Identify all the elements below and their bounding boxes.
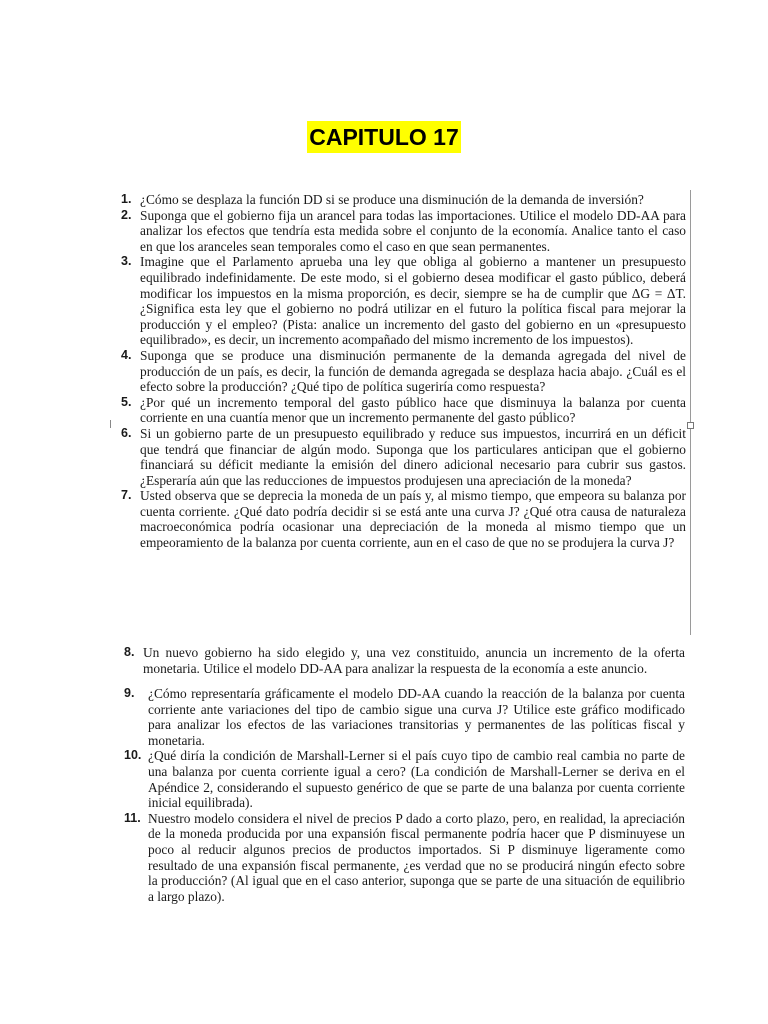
page-title: CAPITULO 17: [307, 121, 461, 153]
question-text: Suponga que el gobierno fija un arancel para todas las importaciones. Utilice el modelo DD-AA para analizar los efectos que tendría esta medida sobre el conjunto de la economía. Analice tanto el caso en que los aranceles sean temporales como el caso en que sean permanentes.: [140, 207, 686, 254]
question-text: Usted observa que se deprecia la moneda de un país y, al mismo tiempo, que empeora su balanza por cuenta corriente. ¿Qué dato podría decidir si se está ante una curva J? ¿Qué otra causa de naturaleza macroeconómica podría ocasionar una depreciación de la moneda al mismo tiempo que un empeoramiento de la balanza por cuenta corriente, aun en el caso de que no se produjera la curva J?: [140, 488, 686, 551]
question-4: [121, 348, 686, 395]
question-number: 10.: [124, 748, 142, 763]
question-5: [121, 395, 686, 426]
question-text: ¿Por qué un incremento temporal del gasto público hace que disminuya la balanza por cuenta corriente en una cuantía menor que un incremento permanente del gasto público?: [140, 394, 686, 426]
question-number: 11.: [124, 810, 141, 825]
question-number: 7.: [121, 488, 132, 503]
question-list: [121, 192, 686, 551]
question-number: 4.: [121, 347, 132, 362]
question-7: [121, 488, 686, 550]
question-6: [121, 426, 686, 488]
question-number: 5.: [121, 394, 132, 409]
question-11: [124, 811, 685, 905]
question-number: 8.: [124, 645, 135, 659]
question-text: Imagine que el Parlamento aprueba una ley que obliga al gobierno a mantener un presupuesto equilibrado indefinidamente. De este modo, si el gobierno desea modificar el gasto público, deberá modificar los impuestos en la misma proporción, es decir, siempre se ha de cumplir que ΔG = ΔT. ¿Significa esta ley que el gobierno no podrá utilizar en el futuro la política fiscal para mejorar la producción y el empleo? (Pista: analice un incremento del gasto del gobierno en un «presupuesto equilibrado», es decir, un incremento acompañado del mismo incremento de los impuestos).: [140, 254, 686, 348]
question-list-9-11: [124, 686, 685, 904]
left-edge-tick: [110, 420, 111, 428]
question-text: Nuestro modelo considera el nivel de precios P dado a corto plazo, pero, en realidad, la apreciación de la moneda producida por una expansión fiscal permanente podría hacer que P disminuyese un poco al reducir algunos precios de productos importados. Si P disminuye ligeramente como resultado de una expansión fiscal permanente, ¿es verdad que no se producirá ningún efecto sobre la producción? (Al igual que en el caso anterior, suponga que se parte de una situación de equilibrio a largo plazo).: [148, 810, 685, 904]
question-text: Suponga que se produce una disminución permanente de la demanda agregada del nivel de producción de un país, es decir, la función de demanda agregada se desplaza hacia abajo. ¿Cuál es el efecto sobre la producción? ¿Qué tipo de política sugeriría como respuesta?: [140, 347, 686, 395]
question-list-8: [124, 645, 685, 676]
question-2: [121, 208, 686, 255]
question-number: 1.: [121, 192, 132, 206]
question-1: [121, 192, 686, 208]
question-8: [124, 645, 685, 676]
question-number: 9.: [124, 686, 135, 700]
question-text: Un nuevo gobierno ha sido elegido y, una vez constituido, anuncia un incremento de la oferta monetaria. Utilice el modelo DD-AA para analizar la respuesta de la economía a este anuncio.: [143, 645, 685, 676]
resize-handle-right[interactable]: [687, 422, 694, 429]
question-3: [121, 254, 686, 348]
question-10: [124, 748, 685, 810]
question-text: ¿Cómo se desplaza la función DD si se produce una disminución de la demanda de inversión?: [140, 192, 644, 207]
question-text: Si un gobierno parte de un presupuesto equilibrado y reduce sus impuestos, incurrirá en un déficit que tendrá que financiar de algún modo. Suponga que los particulares anticipan que el gobierno financiará su déficit mediante la emisión del dinero adicional necesario para cubrir sus gastos. ¿Esperaría aún que las reducciones de impuestos produjesen una apreciación de la moneda?: [140, 425, 686, 488]
question-number: 3.: [121, 254, 132, 269]
question-text: ¿Cómo representaría gráficamente el modelo DD-AA cuando la reacción de la balanza por cuenta corriente ante variaciones del tipo de cambio sigue una curva J? Utilice este gráfico modificado para analizar los efectos de las variaciones transitorias y permanentes de las políticas fiscal y monetaria.: [148, 686, 685, 748]
title-wrap: [0, 121, 768, 153]
question-number: 6.: [121, 425, 132, 440]
question-number: 2.: [121, 207, 132, 222]
question-text: ¿Qué diría la condición de Marshall-Lerner si el país cuyo tipo de cambio real cambia no parte de una balanza por cuenta corriente igual a cero? (La condición de Marshall-Lerner se deriva en el Apéndice 2, considerando el supuesto genérico de que se parte de una balanza por cuenta corriente inicial equilibrada).: [148, 748, 685, 811]
question-9: [124, 686, 685, 748]
